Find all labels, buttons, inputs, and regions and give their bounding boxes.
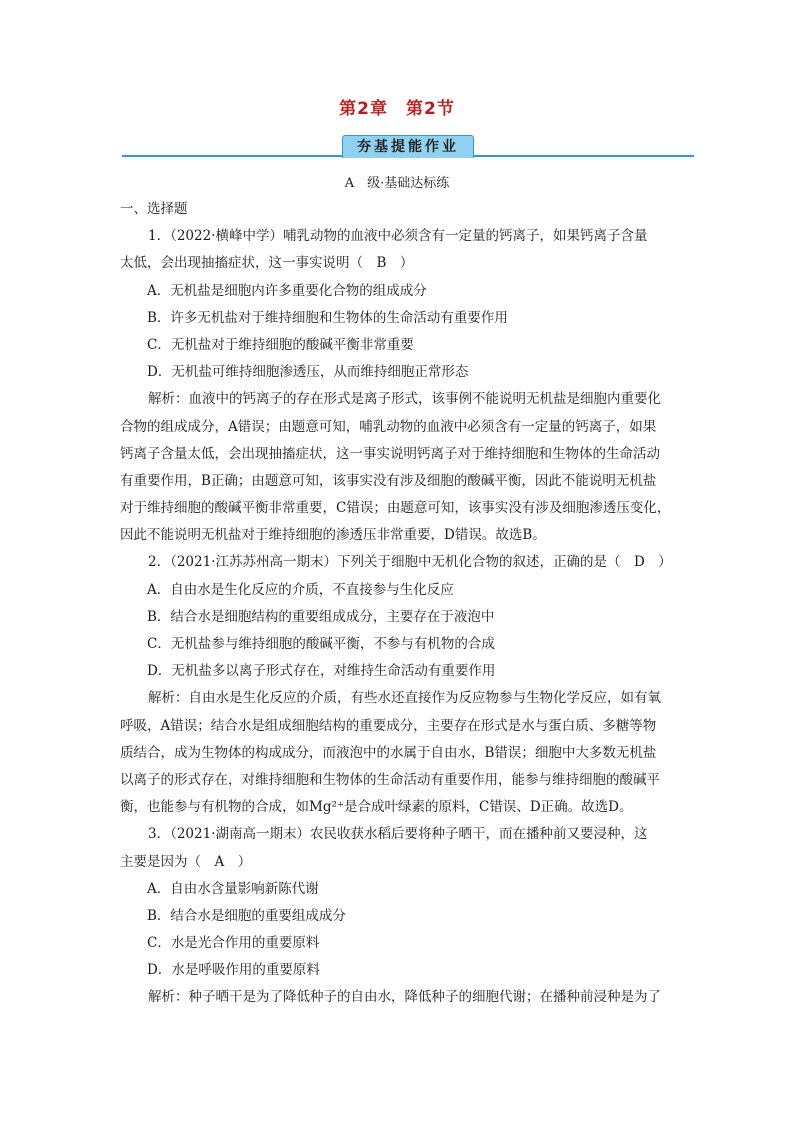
homework-banner: 夯基提能作业 xyxy=(342,135,474,158)
text-line: C．无机盐对于维持细胞的酸碱平衡非常重要 xyxy=(147,336,414,353)
level-heading: A 级·基础达标练 xyxy=(344,176,450,191)
text-line: C．无机盐参与维持细胞的酸碱平衡，不参与有机物的合成 xyxy=(147,636,495,652)
text-line: A．无机盐是细胞内许多重要化合物的组成成分 xyxy=(147,282,427,299)
text-line: 3．（2021·湖南高一期末）农民收获水稻后要将种子晒干，而在播种前又要浸种，这 xyxy=(148,826,648,843)
text-line: 以离子的形式存在，对维持细胞和生物体的生命活动有重要作用，能参与维持细胞的酸碱平 xyxy=(120,771,660,788)
text-line: 因此不能说明无机盐对于维持细胞的渗透压非常重要，D错误。故选B。 xyxy=(120,527,546,544)
text-line: 钙离子含量太低，会出现抽搐症状，这一事实说明钙离子对于维持细胞和生物体的生命活动 xyxy=(120,445,660,462)
text-line: 呼吸，A错误；结合水是组成细胞结构的重要成分，主要存在形式是水与蛋白质、多糖等物 xyxy=(120,717,657,734)
text-line: C．水是光合作用的重要原料 xyxy=(147,935,320,952)
text-line: 衡，也能参与有机物的合成，如Mg²⁺是合成叶绿素的原料，C错误、D正确。故选D。 xyxy=(120,799,633,816)
question-content xyxy=(120,196,680,1012)
chapter-title: 第2章 第2节 xyxy=(339,99,455,119)
text-line: 2．（2021·江苏苏州高一期末）下列关于细胞中无机化合物的叙述，正确的是（ D ） xyxy=(148,554,672,571)
text-lines xyxy=(120,223,680,1011)
text-line: 解析：血液中的钙离子的存在形式是离子形式，该事例不能说明无机盐是细胞内重要化 xyxy=(148,391,661,408)
text-line: 1．（2022·横峰中学）哺乳动物的血液中必须含有一定量的钙离子，如果钙离子含量 xyxy=(148,228,648,245)
text-line: 合物的组成成分，A错误；由题意可知，哺乳动物的血液中必须含有一定量的钙离子，如果 xyxy=(120,418,657,435)
text-line: 太低，会出现抽搐症状，这一事实说明（ B ） xyxy=(120,255,414,272)
text-line: B．结合水是细胞的重要组成成分 xyxy=(147,907,346,924)
text-line: B．许多无机盐对于维持细胞和生物体的生命活动有重要作用 xyxy=(147,309,508,326)
text-line: B．结合水是细胞结构的重要组成成分，主要存在于液泡中 xyxy=(147,608,495,625)
text-line: A．自由水含量影响新陈代谢 xyxy=(147,880,319,897)
text-line: 解析：种子晒干是为了降低种子的自由水，降低种子的细胞代谢；在播种前浸种是为了 xyxy=(148,989,661,1006)
text-line: 有重要作用，B正确；由题意可知，该事实没有涉及细胞的酸碱平衡，因此不能说明无机盐 xyxy=(120,472,657,489)
text-line: D．无机盐多以离子形式存在，对维持生命活动有重要作用 xyxy=(147,663,496,680)
text-line: 解析：自由水是生化反应的介质，有些水还直接作为反应物参与生物化学反应，如有氧 xyxy=(148,690,661,707)
text-line: D．无机盐可维持细胞渗透压，从而维持细胞正常形态 xyxy=(147,364,469,381)
text-line: 主要是因为（ A ） xyxy=(120,853,252,870)
text-line: 对于维持细胞的酸碱平衡非常重要，C错误；由题意可知，该事实没有涉及细胞渗透压变化， xyxy=(120,500,671,517)
text-line: A．自由水是生化反应的介质，不直接参与生化反应 xyxy=(147,581,454,598)
text-line: 质结合，成为生物体的构成成分，而液泡中的水属于自由水，B错误；细胞中大多数无机盐 xyxy=(120,744,657,761)
section-heading: 一、选择题 xyxy=(120,201,188,217)
text-line: D．水是呼吸作用的重要原料 xyxy=(147,962,320,979)
